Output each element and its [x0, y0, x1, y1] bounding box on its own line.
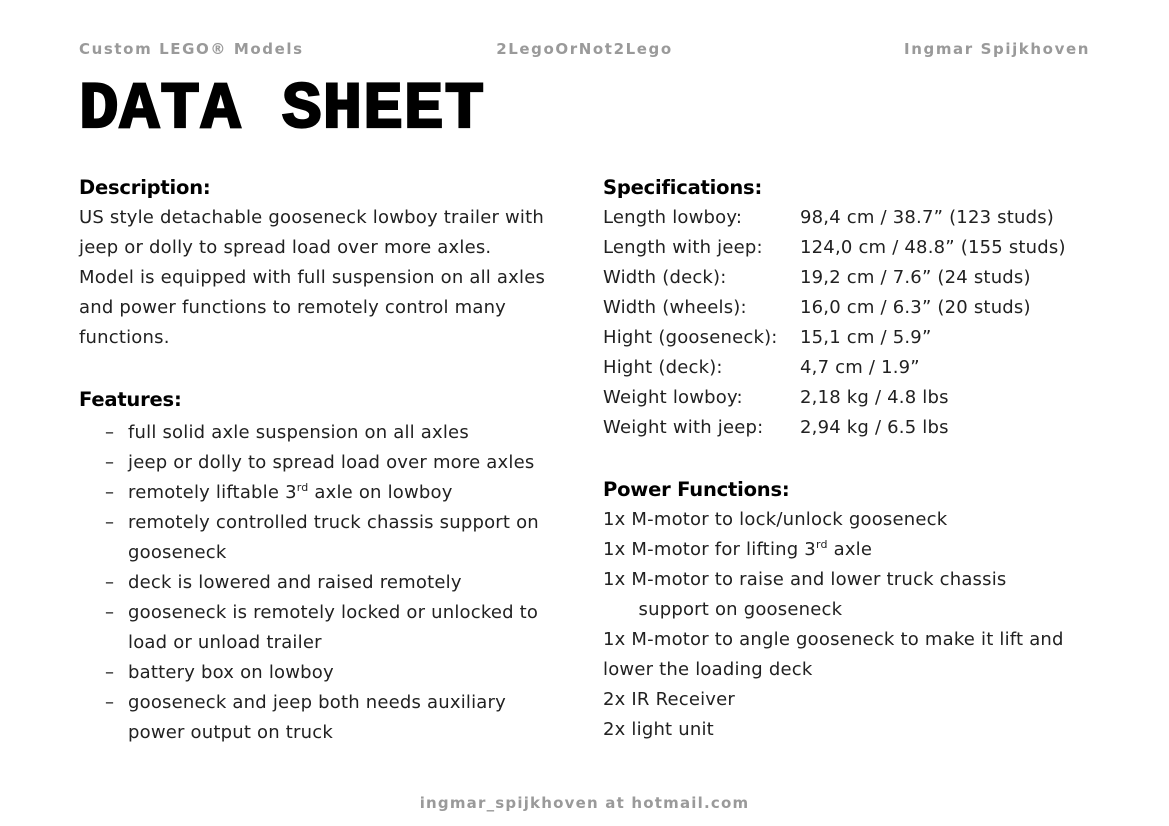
spec-row	[603, 203, 1090, 233]
spec-row	[603, 413, 1090, 443]
power-functions-section	[603, 475, 1090, 745]
feature-text: gooseneck and jeep both needs auxiliary	[128, 692, 506, 713]
specifications-table	[603, 203, 1090, 443]
document-header	[79, 40, 1090, 58]
feature-text: full solid axle suspension on all axles	[128, 422, 469, 443]
description-line: US style detachable gooseneck lowboy trailer with	[79, 207, 545, 228]
spec-row	[603, 293, 1090, 323]
spec-value: 124,0 cm / 48.8” (155 studs)	[800, 237, 1066, 258]
document-footer	[0, 794, 1169, 812]
spec-value: 4,7 cm / 1.9”	[800, 357, 920, 378]
spec-value: 15,1 cm / 5.9”	[800, 327, 932, 348]
power-function-item	[603, 565, 1090, 625]
power-function-text-wrap: lower the loading deck	[603, 659, 813, 680]
feature-text-wrap: load or unload trailer	[128, 632, 322, 653]
specifications-heading: Specifications:	[603, 176, 763, 199]
right-column	[603, 173, 1090, 748]
description-line: functions.	[79, 327, 170, 348]
feature-text: battery box on lowboy	[128, 662, 334, 683]
power-function-text-wrap: support on gooseneck	[603, 599, 843, 620]
power-function-item	[603, 505, 1090, 535]
spec-row	[603, 323, 1090, 353]
dash-bullet: –	[105, 452, 115, 473]
feature-item	[79, 688, 603, 748]
description-heading: Description:	[79, 176, 211, 199]
spec-label: Length with jeep:	[603, 237, 763, 258]
power-function-item	[603, 715, 1090, 745]
power-function-text: 1x M-motor to angle gooseneck to make it lift and	[603, 629, 1064, 650]
feature-text: jeep or dolly to spread load over more axles	[128, 452, 535, 473]
description-line: jeep or dolly to spread load over more axles.	[79, 237, 492, 258]
header-left-text: Custom LEGO® Models	[79, 40, 304, 58]
feature-text: remotely controlled truck chassis support on	[128, 512, 539, 533]
spec-value: 16,0 cm / 6.3” (20 studs)	[800, 297, 1031, 318]
spec-value: 98,4 cm / 38.7” (123 studs)	[800, 207, 1055, 228]
description-line: and power functions to remotely control many	[79, 297, 507, 318]
power-function-text: 1x M-motor for lifting 3rd axle	[603, 538, 873, 560]
spec-label: Weight lowboy:	[603, 387, 743, 408]
power-function-item	[603, 535, 1090, 565]
spec-label: Hight (gooseneck):	[603, 327, 778, 348]
feature-item	[79, 508, 603, 568]
header-center-text: 2LegoOrNot2Lego	[496, 40, 673, 58]
spec-row	[603, 383, 1090, 413]
power-function-text: 1x M-motor to raise and lower truck chassis	[603, 569, 1007, 590]
dash-bullet: –	[105, 572, 115, 593]
feature-item	[79, 418, 603, 448]
dash-bullet: –	[105, 482, 115, 503]
page-title: DATA SHEET	[79, 72, 486, 147]
header-right-text: Ingmar Spijkhoven	[904, 40, 1090, 58]
feature-text: gooseneck is remotely locked or unlocked to	[128, 602, 539, 623]
spec-row	[603, 233, 1090, 263]
footer-email-text: ingmar_spijkhoven at hotmail.com	[419, 794, 750, 812]
spec-value: 19,2 cm / 7.6” (24 studs)	[800, 267, 1031, 288]
description-body	[79, 203, 603, 353]
specifications-section	[603, 173, 1090, 443]
features-list	[79, 418, 603, 748]
content-columns	[79, 173, 1090, 748]
spec-label: Weight with jeep:	[603, 417, 764, 438]
dash-bullet: –	[105, 662, 115, 683]
spec-value: 2,18 kg / 4.8 lbs	[800, 387, 949, 408]
left-column	[79, 173, 603, 748]
power-function-text: 2x IR Receiver	[603, 689, 736, 710]
feature-text: deck is lowered and raised remotely	[128, 572, 462, 593]
spec-row	[603, 353, 1090, 383]
power-function-item	[603, 625, 1090, 685]
spec-label: Hight (deck):	[603, 357, 723, 378]
feature-text-wrap: gooseneck	[128, 542, 227, 563]
power-function-item	[603, 685, 1090, 715]
features-heading: Features:	[79, 388, 182, 411]
description-line: Model is equipped with full suspension on all axles	[79, 267, 546, 288]
dash-bullet: –	[105, 692, 115, 713]
power-functions-list	[603, 505, 1090, 745]
power-function-text: 2x light unit	[603, 719, 714, 740]
feature-text: remotely liftable 3rd axle on lowboy	[128, 481, 453, 503]
power-functions-heading: Power Functions:	[603, 478, 790, 501]
spec-label: Length lowboy:	[603, 207, 743, 228]
power-function-text: 1x M-motor to lock/unlock gooseneck	[603, 509, 948, 530]
feature-item	[79, 568, 603, 598]
feature-item	[79, 478, 603, 508]
feature-item	[79, 658, 603, 688]
dash-bullet: –	[105, 422, 115, 443]
spec-label: Width (wheels):	[603, 297, 747, 318]
feature-text-wrap: power output on truck	[128, 722, 333, 743]
dash-bullet: –	[105, 512, 115, 533]
feature-item	[79, 598, 603, 658]
dash-bullet: –	[105, 602, 115, 623]
spec-value: 2,94 kg / 6.5 lbs	[800, 417, 949, 438]
spec-row	[603, 263, 1090, 293]
features-section	[79, 385, 603, 748]
spec-label: Width (deck):	[603, 267, 727, 288]
description-section	[79, 173, 603, 353]
feature-item	[79, 448, 603, 478]
